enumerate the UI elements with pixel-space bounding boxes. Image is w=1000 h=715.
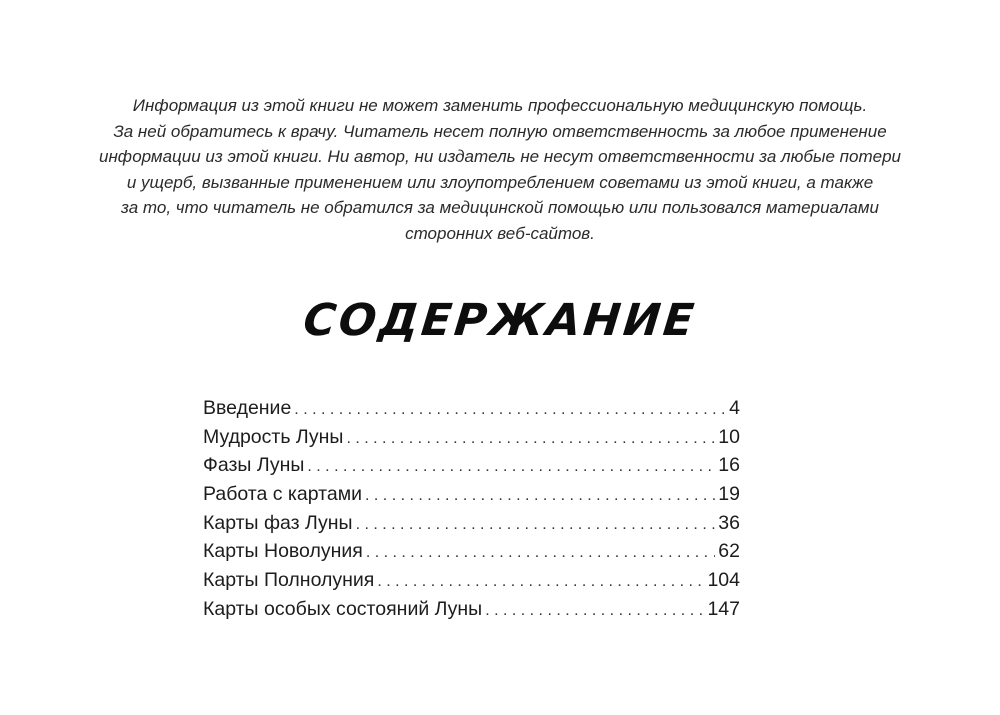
toc-entry-full-moon-cards[interactable]: [203, 566, 740, 595]
dot-leader: [366, 539, 715, 568]
toc-entry-moon-wisdom[interactable]: [203, 423, 740, 452]
disclaimer-line: Информация из этой книги не может заменить профессиональную медицинскую помощь.: [132, 96, 868, 115]
toc-entry-label: Мудрость Луны: [203, 425, 344, 448]
toc-entry-label: Карты Новолуния: [203, 540, 363, 563]
toc-entry-page: 36: [718, 511, 740, 534]
toc-entry-introduction[interactable]: [203, 394, 740, 423]
dot-leader: [485, 597, 704, 626]
toc-entry-page: 62: [718, 540, 740, 563]
toc-entry-new-moon-cards[interactable]: [203, 537, 740, 566]
toc-entry-page: 19: [718, 483, 740, 506]
disclaimer-line: за то, что читатель не обратился за медицинской помощью или пользовался материалами: [121, 198, 879, 217]
toc-entry-phase-cards[interactable]: [203, 509, 740, 538]
toc-entry-label: Карты фаз Луны: [203, 511, 353, 534]
toc-entry-page: 147: [707, 597, 740, 620]
dot-leader: [365, 482, 715, 511]
toc-entry-page: 16: [718, 454, 740, 477]
toc-entry-label: Карты особых состояний Луны: [203, 597, 483, 620]
disclaimer-line: информации из этой книги. Ни автор, ни издатель не несут ответственности за любые потери: [99, 147, 901, 166]
dot-leader: [377, 568, 704, 597]
toc-entry-label: Фазы Луны: [203, 454, 305, 477]
toc-entry-page: 4: [729, 397, 740, 419]
table-of-contents: [203, 394, 740, 624]
disclaimer-line: сторонних веб-сайтов.: [405, 223, 595, 243]
disclaimer-line: и ущерб, вызванные применением или злоупотреблением советами из этой книги, а также: [126, 172, 874, 192]
toc-entry-label: Карты Полнолуния: [203, 569, 375, 592]
dot-leader: [346, 425, 715, 454]
toc-entry-moon-phases[interactable]: [203, 451, 740, 480]
toc-entry-label: Работа с картами: [203, 483, 363, 506]
toc-title: СОДЕРЖАНИЕ: [300, 295, 700, 346]
toc-entry-special-moon-cards[interactable]: [203, 595, 740, 624]
toc-entry-label: Введение: [203, 397, 292, 419]
toc-entry-page: 104: [707, 569, 740, 592]
dot-leader: [356, 511, 716, 540]
dot-leader: [294, 396, 726, 425]
toc-entry-working-with-cards[interactable]: [203, 480, 740, 509]
dot-leader: [307, 453, 715, 482]
medical-disclaimer: [80, 93, 920, 246]
disclaimer-line: За ней обратитесь к врачу. Читатель несет полную ответственность за любое применение: [113, 121, 887, 141]
toc-entry-page: 10: [718, 425, 740, 448]
